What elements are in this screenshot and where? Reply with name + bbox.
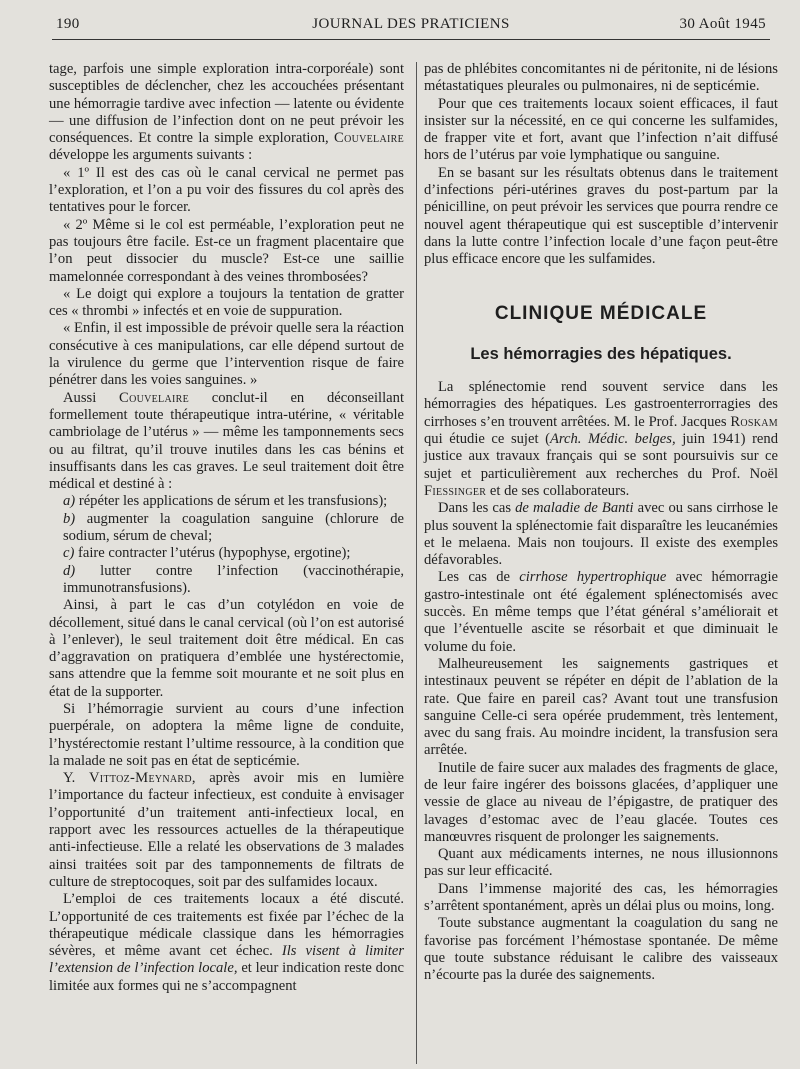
paragraph — [49, 891, 404, 995]
author-name: Fiessinger — [424, 482, 487, 499]
text: juin 1941) rend justice aux travaux français qui se sont poursuivis sur ce sujet et particulièrement aux recherches du Prof. Noël — [424, 431, 778, 482]
left-column — [49, 61, 404, 995]
paragraph — [49, 61, 404, 165]
text: Aussi — [63, 389, 97, 406]
text: Dans les cas — [438, 500, 512, 517]
paragraph: Inutile de faire sucer aux malades des fragments de glace, de leur faire ingérer des boissons glacées, d’appliquer une vessie de glace au niveau de l’épigastre, de pratiquer des lavages d’estomac avec de l’eau glacée. Toutes ces manœuvres risquent de prolonger les saignements. — [424, 759, 778, 845]
text: conclut-il en déconseillant formellement toute thérapeutique intra-utérine, « véritable cambriolage de l’utérus » — même les tamponnements secs ou au filtrat, qu’il trouve inutiles dans les cas bénins et insuffisants dans les cas graves. Le seul traitement doit être médical et destiné à : — [49, 389, 404, 493]
author-name: Couvelaire — [119, 389, 189, 406]
author-name: Roskam — [730, 413, 778, 430]
text: tage, parfois une simple exploration intra-corporéale) sont susceptibles de déclencher, chez les accouchées présentant une hémorragie tardive avec infection — latente ou évidente — une diffusion de l’infection dont on ne peut prévoir les conséquences. Et contre la simple exploration, — [49, 61, 404, 147]
list-marker: c) — [63, 545, 75, 562]
paragraph: « Enfin, il est impossible de prévoir quelle sera la réaction consécutive à ces manipulations, car elle dépend surtout de la virulence du germe que l’intervention risque de faire pénétrer dans les voies sanguines. » — [49, 320, 404, 389]
text: lutter contre l’infection (vaccinothérapie, immunotransfusions). — [63, 562, 404, 596]
author-name: Couvelaire — [334, 130, 404, 147]
list-marker: b) — [63, 510, 76, 527]
paragraph — [49, 770, 404, 891]
paragraph: Ainsi, à part le cas d’un cotylédon en voie de décollement, situé dans le canal cervical (où l’on est autorisé à l’enlever), le seul traitement doit être médical. En cas d’aggravation on pratiquera d’emblée une hystérectomie, sans attendre que la femme soit mourante et ne soit plus en état de la supporter. — [49, 597, 404, 700]
list-item — [49, 511, 404, 546]
running-header — [56, 16, 766, 40]
column-divider — [416, 62, 417, 1064]
emphasis: cirrhose hypertrophique — [519, 569, 667, 586]
text: La splénectomie rend souvent service dans les hémorragies des hépatiques. Les gastroenterrorragies des cirrhoses s’en trouvent arrêtées. M. le Prof. Jacques — [424, 379, 778, 430]
emphasis: Ils visent à limiter l’extension de l’infection locale, — [49, 943, 404, 977]
text: avec ou sans cirrhose le plus souvent la splénectomie fait disparaître les leucanémies et le melaena. Mais non toujours. Il existe des exemples défavorables. — [424, 500, 778, 569]
paragraph — [424, 379, 778, 500]
header-rule — [52, 39, 770, 40]
author-name: Vittoz-Meynard — [88, 770, 192, 787]
text: répéter les applications de sérum et les transfusions); — [78, 493, 388, 510]
paragraph — [424, 500, 778, 569]
paragraph: « Le doigt qui explore a toujours la tentation de gratter ces « thrombi » infectés et en voie de suppuration. — [49, 285, 404, 320]
list-item — [49, 563, 404, 598]
citation: Arch. Médic. belges, — [549, 431, 676, 448]
journal-title: JOURNAL DES PRATICIENS — [312, 16, 510, 32]
paragraph: Si l’hémorragie survient au cours d’une infection puerpérale, on adoptera la même ligne de conduite, l’hystérectomie restant l’ultime ressource, à la condition que la malade ne soit pas en état de septicémie. — [49, 700, 404, 769]
text: faire contracter l’utérus (hypophyse, ergotine); — [78, 545, 351, 562]
emphasis: de maladie de Banti — [515, 500, 634, 517]
paragraph: pas de phlébites concomitantes ni de péritonite, ni de lésions métastatiques pleurales ou pulmonaires, ni de septicémie. — [424, 61, 778, 95]
paragraph — [49, 390, 404, 494]
paragraph: Toute substance augmentant la coagulation du sang ne favorise pas forcément l’hémostase spontanée. De même que toute substance réduisant le calibre des vaisseaux n’écourte pas la durée des saignements. — [424, 915, 778, 984]
page-number: 190 — [56, 16, 80, 32]
right-column — [424, 61, 778, 985]
text: , après avoir mis en lumière l’importance du facteur infectieux, est conduite à envisager l’opportunité d’un traitement anti-infectieux local, en rapport avec les ressources actuelles de la thérapeutique anti-infectieuse. Elle a relaté les observations de 3 malades ainsi traitées soit par des tamponnements de filtrats de culture de streptocoques, soit par des sulfamides locaux. — [49, 770, 404, 890]
list-marker: a) — [63, 493, 76, 510]
text: développe les arguments suivants : — [49, 147, 253, 164]
text: L’emploi de ces traitements locaux a été discuté. L’opportunité de ces traitements est fixée par l’échec de la thérapeutique médicale classique dans les hémorragies sévères, et même avant cet échec. — [49, 891, 404, 960]
text: avec hémorragie gastro-intestinale ont été également splénectomisés avec succès. En même temps que l’état général s’améliorait et que l’éventuelle ascite se résorbait et que diminuait le volume du foie. — [424, 569, 778, 655]
article-title: Les hémorragies des hépatiques. — [470, 344, 732, 363]
paragraph: En se basant sur les résultats obtenus dans le traitement d’infections péri-utérines graves du post-partum par la pénicilline, on peut prévoir les services que pourra rendre ce nouvel agent thérapeutique qui est susceptible d’intervenir dans la lutte contre l’infection locale d’une façon peut-être plus efficace encore que les sulfamides. — [424, 164, 778, 268]
text: Les cas de — [438, 569, 510, 586]
paragraph: Quant aux médicaments internes, ne nous illusionnons pas sur leur efficacité. — [424, 846, 778, 880]
list-marker: d) — [63, 562, 76, 579]
paragraph: Malheureusement les saignements gastriques et intestinaux peuvent se répéter en dépit de l’ablation de la rate. Que faire en pareil cas? Avant tout une transfusion sanguine Celle-ci sera opérée prudemment, très lentement, avec du sang frais. Au moindre incident, la transfusion sera arrêtée. — [424, 655, 778, 759]
paragraph — [424, 569, 778, 655]
text: et leur indication reste donc limitée aux formes qui ne s’accompagnent — [49, 960, 405, 994]
paragraph: Dans l’immense majorité des cas, les hémorragies s’arrêtent spontanément, après un délai plus ou moins, long. — [424, 880, 778, 915]
list-item — [49, 545, 404, 562]
text: et de ses collaborateurs. — [489, 482, 630, 499]
section-heading: CLINIQUE MÉDICALE — [494, 302, 708, 324]
text: Y. — [63, 770, 76, 787]
list-item — [49, 493, 404, 510]
paragraph: « 2º Même si le col est perméable, l’exploration peut ne pas toujours être facile. Est-ce un fragment placentaire que l’on peut dissocier du muscle? Est-ce une saillie mamelonnée correspondant à des veines thrombosées? — [49, 216, 404, 285]
issue-date: 30 Août 1945 — [679, 16, 766, 32]
text: augmenter la coagulation sanguine (chlorure de sodium, sérum de cheval; — [63, 510, 405, 545]
paragraph: « 1º Il est des cas où le canal cervical ne permet pas l’exploration, et l’on a pu voir des fissures du col après des tentatives pour le forcer. — [49, 164, 404, 216]
paragraph: Pour que ces traitements locaux soient efficaces, il faut insister sur la nécessité, en ce qui concerne les sulfamides, de frapper vite et fort, avant que l’infection n’ait diffusé hors de l’utérus par voie lymphatique ou sanguine. — [424, 95, 778, 164]
text: qui étudie ce sujet ( — [424, 431, 550, 448]
